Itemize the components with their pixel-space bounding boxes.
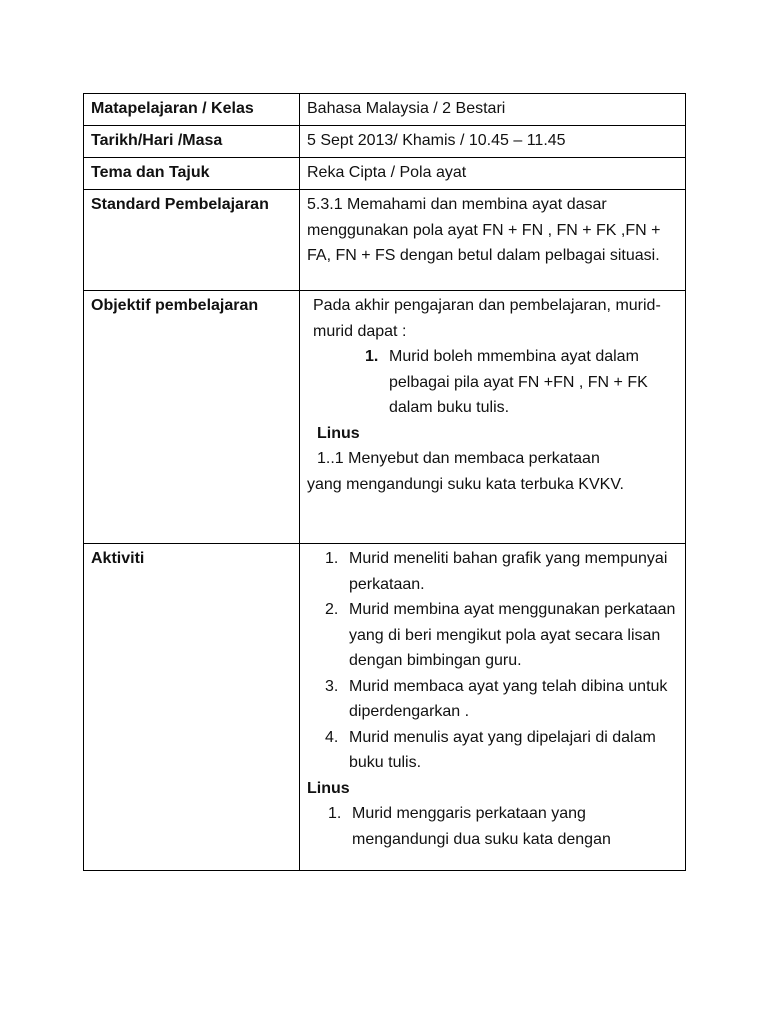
objective-linus-text: 1..1 Menyebut dan membaca perkataan <box>317 450 600 467</box>
objective-intro: Pada akhir pengajaran dan pembelajaran, murid-murid dapat : <box>313 297 661 340</box>
activity-list <box>307 546 679 776</box>
subject-value: Bahasa Malaysia / 2 Bestari <box>300 94 686 126</box>
objective-item-text: Murid boleh mmembina ayat dalam pelbagai pila ayat FN +FN , FN + FK dalam buku tulis. <box>389 348 648 416</box>
objective-list <box>307 344 679 421</box>
objective-item-number: 1. <box>365 348 379 365</box>
date-label: Tarikh/Hari /Masa <box>84 126 300 158</box>
activity-item <box>325 674 679 725</box>
activity-item-text: Murid meneliti bahan grafik yang mempunyai perkataan. <box>349 550 668 593</box>
activity-item <box>325 725 679 776</box>
activity-item-text: Murid menulis ayat yang dipelajari di dalam buku tulis. <box>349 728 656 771</box>
activity-linus-item <box>328 801 679 852</box>
subject-label: Matapelajaran / Kelas <box>84 94 300 126</box>
lesson-plan-table <box>83 93 686 871</box>
objective-cell <box>300 291 686 544</box>
activity-item <box>325 597 679 674</box>
activity-item-text: Murid membaca ayat yang telah dibina untuk diperdengarkan . <box>349 677 668 720</box>
activity-linus-title: Linus <box>307 779 350 797</box>
objective-label: Objektif pembelajaran <box>84 291 300 544</box>
activity-item <box>325 546 679 597</box>
activity-item-text: Murid membina ayat menggunakan perkataan yang di beri mengikut pola ayat secara lisan dengan bimbingan guru. <box>349 601 676 669</box>
row-activity <box>84 544 686 871</box>
activity-item-number: 3. <box>325 677 339 695</box>
activity-item-number: 4. <box>325 728 339 746</box>
activity-linus-item-text: Murid menggaris perkataan yang mengandungi dua suku kata dengan <box>352 805 611 848</box>
standard-label: Standard Pembelajaran <box>84 190 300 291</box>
activity-item-number: 1. <box>325 550 339 567</box>
row-theme <box>84 158 686 190</box>
row-date <box>84 126 686 158</box>
activity-linus-item-number: 1. <box>328 805 342 822</box>
theme-label: Tema dan Tajuk <box>84 158 300 190</box>
row-standard <box>84 190 686 291</box>
activity-item-number: 2. <box>325 601 339 618</box>
row-objective <box>84 291 686 544</box>
standard-value: 5.3.1 Memahami dan membina ayat dasar menggunakan pola ayat FN + FN , FN + FK ,FN + FA, FN + FS dengan betul dalam pelbagai situasi. <box>300 190 686 291</box>
objective-linus-text-2: yang mengandungi suku kata terbuka KVKV. <box>307 475 624 493</box>
row-subject <box>84 94 686 126</box>
objective-linus-title: Linus <box>317 424 360 442</box>
date-value: 5 Sept 2013/ Khamis / 10.45 – 11.45 <box>300 126 686 158</box>
objective-item <box>365 344 679 421</box>
activity-linus-list <box>307 801 679 852</box>
activity-cell <box>300 544 686 871</box>
theme-value: Reka Cipta / Pola ayat <box>300 158 686 190</box>
activity-label: Aktiviti <box>84 544 300 871</box>
